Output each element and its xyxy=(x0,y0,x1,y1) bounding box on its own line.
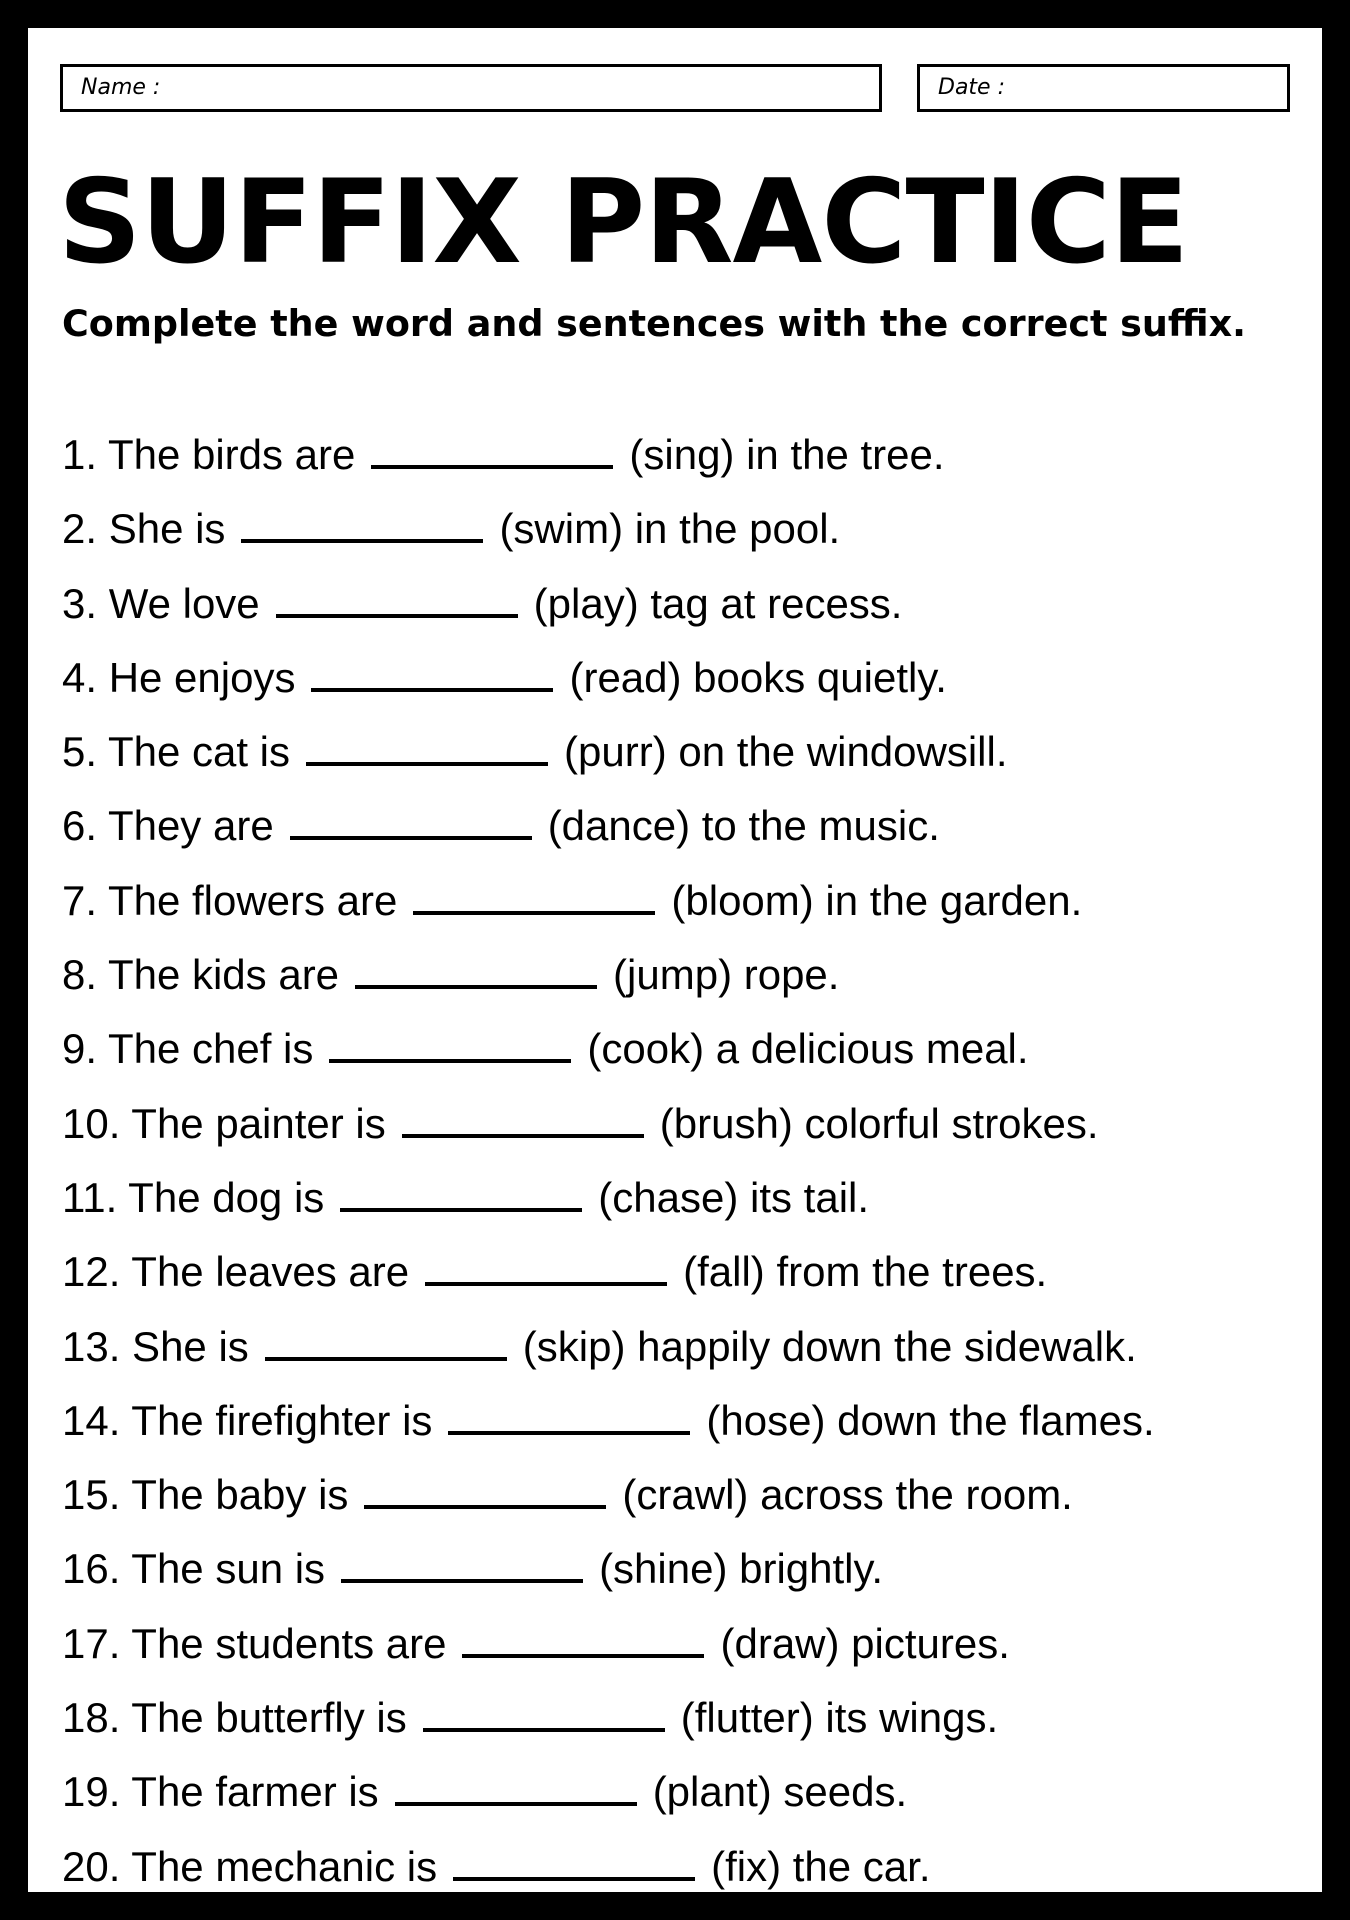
question-text: 7. The flowers are xyxy=(62,876,398,924)
question-hint: (skip) happily down the sidewalk. xyxy=(522,1322,1137,1370)
question-hint: (bloom) in the garden. xyxy=(671,876,1083,924)
question-list xyxy=(62,418,1302,1904)
question-hint: (sing) in the tree. xyxy=(629,431,945,478)
question-text: 13. She is xyxy=(62,1322,249,1370)
answer-blank[interactable] xyxy=(371,465,613,469)
question-12 xyxy=(62,1235,1302,1309)
answer-blank[interactable] xyxy=(413,911,655,915)
answer-blank[interactable] xyxy=(462,1654,704,1658)
answer-blank[interactable] xyxy=(290,836,532,840)
answer-blank[interactable] xyxy=(364,1505,606,1509)
question-text: 17. The students are xyxy=(62,1619,447,1667)
question-20 xyxy=(62,1830,1302,1904)
question-text: 3. We love xyxy=(62,579,260,627)
question-hint: (read) books quietly. xyxy=(569,653,947,701)
answer-blank[interactable] xyxy=(329,1059,571,1063)
question-6 xyxy=(62,789,1302,863)
question-text: 5. The cat is xyxy=(62,728,291,776)
question-text: 10. The painter is xyxy=(62,1099,386,1147)
question-5 xyxy=(62,715,1302,789)
question-2 xyxy=(62,492,1302,566)
answer-blank[interactable] xyxy=(276,614,518,618)
question-13 xyxy=(62,1310,1302,1384)
question-text: 15. The baby is xyxy=(62,1471,349,1519)
question-11 xyxy=(62,1161,1302,1235)
question-19 xyxy=(62,1755,1302,1829)
question-text: 18. The butterfly is xyxy=(62,1694,407,1742)
question-text: 14. The firefighter is xyxy=(62,1396,433,1444)
question-text: 4. He enjoys xyxy=(62,653,296,701)
answer-blank[interactable] xyxy=(241,539,483,543)
date-label: Date : xyxy=(938,75,1005,100)
question-7 xyxy=(62,864,1302,938)
question-text: 9. The chef is xyxy=(62,1025,314,1073)
question-text: 6. They are xyxy=(62,802,274,850)
question-hint: (flutter) its wings. xyxy=(680,1694,999,1742)
question-hint: (cook) a delicious meal. xyxy=(587,1025,1029,1073)
worksheet-title: SUFFIX PRACTICE xyxy=(58,155,1189,290)
question-hint: (chase) its tail. xyxy=(598,1173,870,1221)
name-field[interactable] xyxy=(60,64,882,112)
question-text: 12. The leaves are xyxy=(62,1248,410,1296)
question-text: 11. The dog is xyxy=(62,1173,325,1221)
question-10 xyxy=(62,1087,1302,1161)
answer-blank[interactable] xyxy=(425,1282,667,1286)
question-text: 1. The birds are xyxy=(62,431,356,478)
question-8 xyxy=(62,938,1302,1012)
question-4 xyxy=(62,641,1302,715)
question-14 xyxy=(62,1384,1302,1458)
worksheet-page xyxy=(28,28,1322,1892)
question-hint: (hose) down the flames. xyxy=(706,1396,1155,1444)
question-hint: (draw) pictures. xyxy=(720,1619,1010,1667)
question-hint: (play) tag at recess. xyxy=(533,579,903,627)
question-hint: (fall) from the trees. xyxy=(683,1248,1048,1296)
question-3 xyxy=(62,567,1302,641)
question-hint: (plant) seeds. xyxy=(652,1768,908,1816)
question-text: 20. The mechanic is xyxy=(62,1842,438,1890)
instructions: Complete the word and sentences with the correct suffix. xyxy=(62,302,1247,345)
answer-blank[interactable] xyxy=(355,985,597,989)
question-text: 8. The kids are xyxy=(62,951,340,999)
answer-blank[interactable] xyxy=(395,1802,637,1806)
question-1 xyxy=(62,418,1302,492)
question-hint: (swim) in the pool. xyxy=(499,505,841,553)
answer-blank[interactable] xyxy=(423,1728,665,1732)
answer-blank[interactable] xyxy=(311,688,553,692)
question-hint: (crawl) across the room. xyxy=(622,1471,1073,1519)
answer-blank[interactable] xyxy=(448,1431,690,1435)
answer-blank[interactable] xyxy=(340,1208,582,1212)
question-text: 19. The farmer is xyxy=(62,1768,379,1816)
answer-blank[interactable] xyxy=(402,1134,644,1138)
date-field[interactable] xyxy=(917,64,1290,112)
question-17 xyxy=(62,1607,1302,1681)
question-text: 2. She is xyxy=(62,505,226,553)
question-hint: (jump) rope. xyxy=(613,951,840,999)
question-hint: (fix) the car. xyxy=(711,1842,931,1890)
question-hint: (shine) brightly. xyxy=(599,1545,884,1593)
question-hint: (dance) to the music. xyxy=(547,802,940,850)
question-15 xyxy=(62,1458,1302,1532)
name-label: Name : xyxy=(81,75,161,100)
answer-blank[interactable] xyxy=(341,1579,583,1583)
question-hint: (purr) on the windowsill. xyxy=(564,728,1008,776)
answer-blank[interactable] xyxy=(265,1357,507,1361)
question-16 xyxy=(62,1532,1302,1606)
answer-blank[interactable] xyxy=(453,1877,695,1881)
question-hint: (brush) colorful strokes. xyxy=(659,1099,1099,1147)
question-18 xyxy=(62,1681,1302,1755)
question-9 xyxy=(62,1012,1302,1086)
answer-blank[interactable] xyxy=(306,762,548,766)
question-text: 16. The sun is xyxy=(62,1545,326,1593)
